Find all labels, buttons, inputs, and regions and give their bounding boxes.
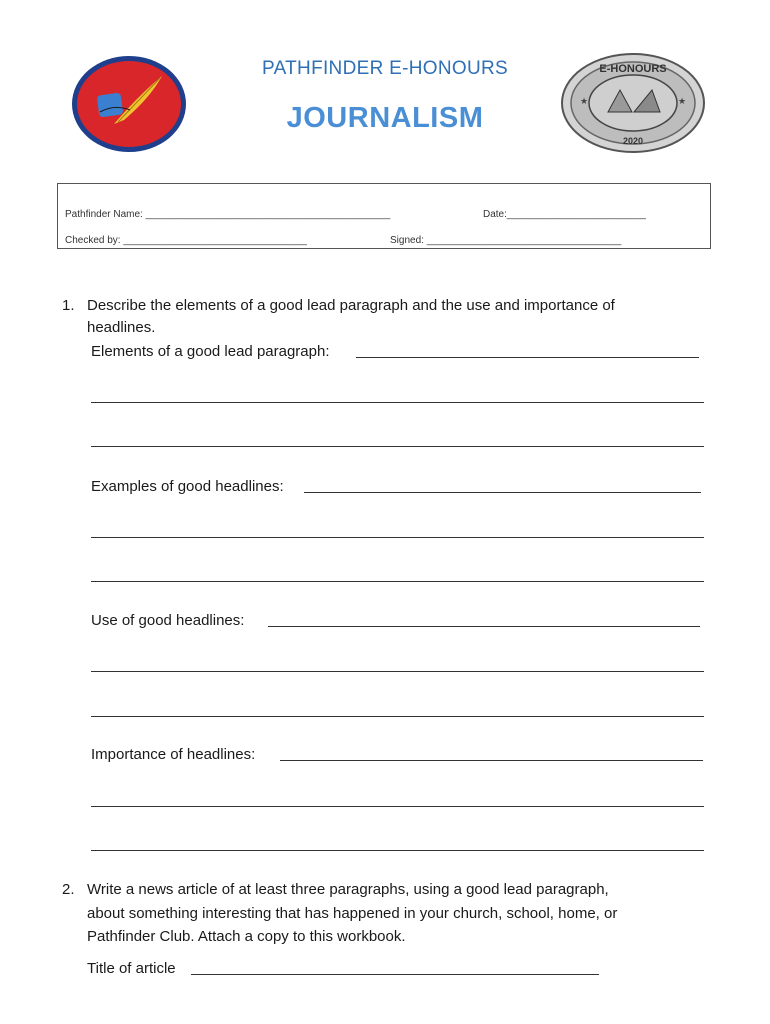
- examples-answer-line[interactable]: [304, 492, 701, 493]
- pathfinder-name-field[interactable]: Pathfinder Name: ____________________________________________: [65, 209, 391, 220]
- importance-answer-line[interactable]: [280, 760, 703, 761]
- q2-text-line3: Pathfinder Club. Attach a copy to this workbook.: [87, 928, 406, 945]
- use-label: Use of good headlines:: [91, 612, 245, 629]
- use-answer-line-3[interactable]: [91, 716, 704, 717]
- elements-answer-line[interactable]: [356, 357, 699, 358]
- signed-field[interactable]: Signed: ___________________________________: [390, 235, 622, 246]
- use-answer-line-2[interactable]: [91, 671, 704, 672]
- q1-text-line1: Describe the elements of a good lead paragraph and the use and importance of: [87, 297, 615, 314]
- examples-answer-line-3[interactable]: [91, 581, 704, 582]
- info-box: [57, 183, 711, 249]
- svg-text:★: ★: [678, 96, 687, 106]
- q2-text-line2: about something interesting that has happened in your church, school, home, or: [87, 905, 618, 922]
- examples-label: Examples of good headlines:: [91, 478, 284, 495]
- date-field[interactable]: Date:_________________________: [483, 209, 646, 220]
- q1-number: 1.: [62, 297, 75, 314]
- importance-label: Importance of headlines:: [91, 746, 256, 763]
- elements-answer-line-2[interactable]: [91, 402, 704, 403]
- q2-text-line1: Write a news article of at least three paragraphs, using a good lead paragraph,: [87, 881, 609, 898]
- q2-number: 2.: [62, 881, 75, 898]
- importance-answer-line-3[interactable]: [91, 850, 704, 851]
- elements-label: Elements of a good lead paragraph:: [91, 343, 330, 360]
- use-answer-line[interactable]: [268, 626, 700, 627]
- seal-year: 2020: [622, 136, 644, 146]
- q1-text-line2: headlines.: [87, 319, 156, 336]
- title-of-article-label: Title of article: [87, 960, 176, 977]
- elements-answer-line-3[interactable]: [91, 446, 704, 447]
- svg-text:★: ★: [580, 96, 589, 106]
- page-subtitle: JOURNALISM: [286, 102, 484, 134]
- importance-answer-line-2[interactable]: [91, 806, 704, 807]
- seal-top-text: E-HONOURS: [599, 63, 667, 75]
- title-of-article-line[interactable]: [191, 974, 599, 975]
- examples-answer-line-2[interactable]: [91, 537, 704, 538]
- page-title: PATHFINDER E-HONOURS: [262, 58, 508, 79]
- checked-by-field[interactable]: Checked by: _________________________________: [65, 235, 307, 246]
